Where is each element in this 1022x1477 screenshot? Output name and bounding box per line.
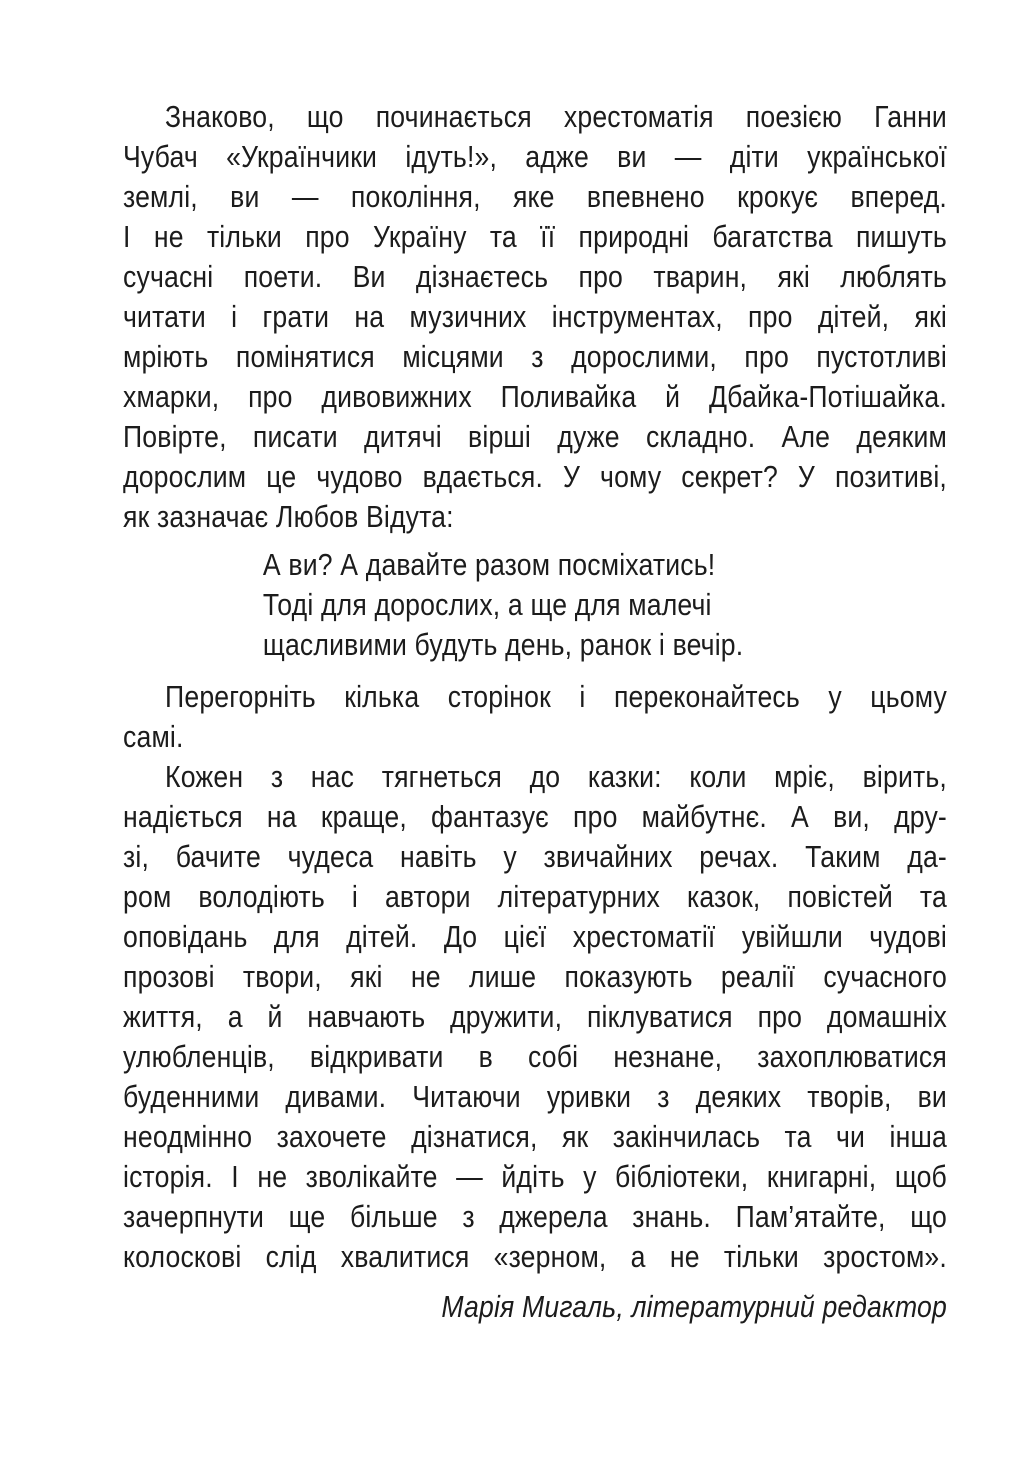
text-line: Чубач «Українчики ідуть!», адже ви — діти української <box>123 139 947 174</box>
text-line: улюбленців, відкривати в собі незнане, захоплюватися <box>123 1039 947 1074</box>
text-line: Кожен з нас тягнеться до казки: коли мріє, вірить, <box>165 759 947 794</box>
text-line: життя, а й навчають дружити, піклуватися про домашніх <box>123 999 947 1034</box>
paragraph-intro <box>123 97 947 537</box>
text-line: прозові твори, які не лише показують реалії сучасного <box>123 959 947 994</box>
text-line: неодмінно захочете дізнатися, як закінчилась та чи інша <box>123 1119 947 1154</box>
text-line: як зазначає Любов Відута: <box>123 499 454 534</box>
poem-line: Тоді для дорослих, а ще для малечі <box>262 587 712 622</box>
text-line: дорослим це чудово вдається. У чому секрет? У позитиві, <box>123 459 947 494</box>
text-line: самі. <box>123 719 184 754</box>
text-line: Перегорніть кілька сторінок і переконайтесь у цьому <box>165 679 947 714</box>
text-column <box>123 97 947 1327</box>
text-line: буденними дивами. Читаючи уривки з деяких творів, ви <box>123 1079 947 1114</box>
text-line: історія. І не зволікайте — йдіть у бібліотеки, книгарні, щоб <box>123 1159 947 1194</box>
text-line: Знаково, що починається хрестоматія поезією Ганни <box>165 99 947 134</box>
text-line: І не тільки про Україну та її природні багатства пишуть <box>123 219 947 254</box>
text-line: читати і грати на музичних інструментах, про дітей, які <box>123 299 947 334</box>
poem-line: щасливими будуть день, ранок і вечір. <box>262 627 744 662</box>
paragraph-flip-pages <box>123 677 947 757</box>
text-line: зачерпнути ще більше з джерела знань. Пам’ятайте, що <box>123 1199 947 1234</box>
text-line: надіється на краще, фантазує про майбутнє. А ви, дру- <box>123 799 947 834</box>
text-line: оповідань для дітей. До цієї хрестоматії увійшли чудові <box>123 919 947 954</box>
signature-line: Марія Мигаль, літературний редактор <box>441 1289 947 1324</box>
paragraph-fairytale <box>123 757 947 1277</box>
poem-line: А ви? А давайте разом посміхатись! <box>262 547 716 582</box>
text-line: землі, ви — покоління, яке впевнено крокує вперед. <box>123 179 947 214</box>
text-line: колоскові слід хвалитися «зерном, а не тільки зростом». <box>123 1239 947 1274</box>
poem-quote <box>263 545 947 665</box>
text-line: сучасні поети. Ви дізнаєтесь про тварин, які люблять <box>123 259 947 294</box>
text-line: зі, бачите чудеса навіть у звичайних речах. Таким да- <box>123 839 947 874</box>
text-line: Повірте, писати дитячі вірші дуже складно. Але деяким <box>123 419 947 454</box>
text-block <box>123 97 947 1327</box>
text-line: хмарки, про дивовижних Поливайка й Дбайка-Потішайка. <box>123 379 947 414</box>
text-line: мріють помінятися місцями з дорослими, про пустотливі <box>123 339 947 374</box>
text-line: ром володіють і автори літературних казок, повістей та <box>123 879 947 914</box>
